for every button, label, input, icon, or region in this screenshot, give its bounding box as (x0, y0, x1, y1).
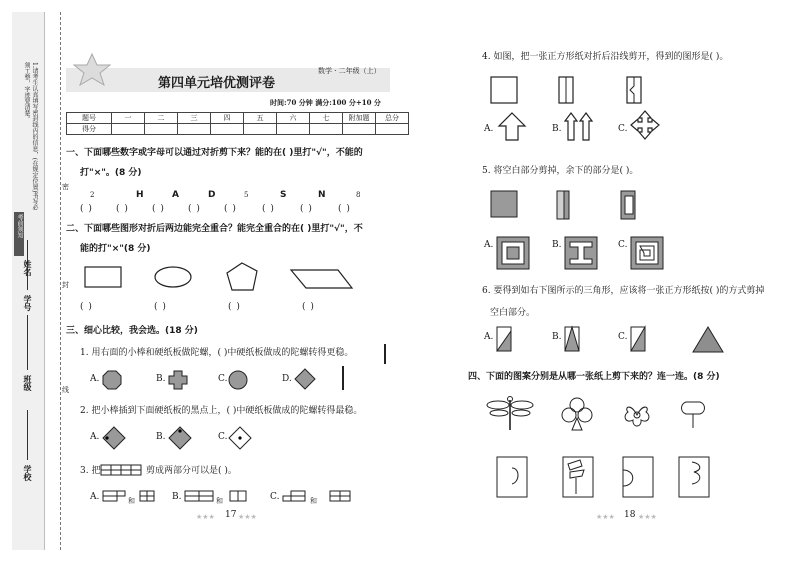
option-label[interactable]: C. (618, 240, 628, 250)
score-cell[interactable] (145, 124, 178, 135)
answer-blank[interactable]: ( ) (154, 302, 167, 312)
score-cell[interactable] (376, 124, 409, 135)
seal-char-close: 密 (62, 183, 69, 191)
option-label[interactable]: B. (552, 124, 562, 134)
option-label[interactable]: B. (172, 492, 182, 502)
diamond-card-dot-top-icon (168, 426, 192, 450)
q3-s3-suffix: 剪成两部分可以是( )。 (146, 466, 237, 476)
diamond-card-dot-left-icon (102, 426, 126, 450)
q3-s2: 2. 把小棒插到下面硬纸板的黑点上，( )中硬纸板做成的陀螺转得最稳。 (80, 406, 363, 416)
q1-char: S (280, 190, 287, 200)
page-number-18: 18 (624, 510, 636, 520)
table-cell: 附加题 (343, 113, 376, 124)
binding-tag: 考前须知 (14, 212, 24, 256)
answer-blank[interactable]: ( ) (152, 204, 165, 214)
lamp-pattern-icon (678, 398, 708, 434)
flower-pattern-icon (620, 398, 656, 434)
option-label[interactable]: A. (484, 124, 494, 134)
i-beam-frame-icon (564, 236, 600, 272)
table-cell: 四 (211, 113, 244, 124)
folded-triangle-cut-icon (496, 326, 520, 356)
answer-blank[interactable]: ( ) (224, 204, 237, 214)
score-cell[interactable] (244, 124, 277, 135)
q1-text: 一、下面哪些数字或字母可以通过对折剪下来？能的在( )里打"√"，不能的 (66, 148, 363, 158)
and-label: 和 (310, 497, 317, 505)
q5-text: 5. 将空白部分剪掉，余下的部分是( )。 (482, 166, 639, 176)
cut-paper-3-icon (622, 456, 656, 500)
binding-notes: 1.请考生认真填写密封线内的信息，(在规定位置)书写必须工整，字迹要清楚。 (23, 62, 38, 211)
stars-left: ★★★ (596, 513, 615, 521)
option-label[interactable]: B. (156, 432, 166, 442)
stars-left: ★★★ (196, 513, 215, 521)
answer-blank[interactable]: ( ) (262, 204, 275, 214)
cut-paper-1-icon (496, 456, 530, 500)
q3-s1: 1. 用右面的小棒和硬纸板做陀螺，( )中硬纸板做成的陀螺转得更稳。 (80, 348, 354, 358)
octagon-card-icon (102, 370, 122, 390)
q1-char: 2 (90, 191, 95, 199)
score-table (66, 112, 409, 135)
double-arrow-shape-icon (564, 112, 596, 142)
ellipse-shape-icon (154, 266, 194, 290)
q3-s3-prefix: 3. 把 (80, 466, 101, 476)
score-cell[interactable] (211, 124, 244, 135)
field-name: 姓名 (23, 260, 32, 276)
option-label[interactable]: C. (218, 432, 228, 442)
folded-cut-paper-icon (626, 76, 650, 106)
option-label[interactable]: B. (552, 332, 562, 342)
cross-card-icon (168, 370, 188, 390)
option-label[interactable]: B. (552, 240, 562, 250)
circle-card-icon (228, 370, 248, 390)
seal-char-seal: 封 (62, 281, 69, 289)
option-label[interactable]: B. (156, 374, 166, 384)
dragonfly-pattern-icon (486, 394, 536, 434)
option-label[interactable]: A. (484, 240, 494, 250)
score-cell[interactable] (277, 124, 310, 135)
option-label[interactable]: A. (90, 432, 100, 442)
piece-pair-icon (282, 490, 362, 504)
table-cell: 二 (145, 113, 178, 124)
q2-text-2: 能的打"×"(8 分) (80, 244, 151, 254)
table-cell: 一 (112, 113, 145, 124)
page-title: 第四单元培优测评卷 (158, 76, 276, 91)
score-cell[interactable] (112, 124, 145, 135)
q7-text: 四、下面的图案分别是从哪一张纸上剪下来的？连一连。(8 分) (468, 372, 720, 382)
stick-icon (342, 366, 344, 390)
q1-char: D (208, 190, 216, 200)
field-school: 学校 (23, 465, 32, 481)
option-label[interactable]: C. (270, 492, 280, 502)
parallelogram-shape-icon (290, 268, 356, 292)
answer-blank[interactable]: ( ) (80, 204, 93, 214)
stars-right: ★★★ (238, 513, 257, 521)
q1-text-2: 打"×"。(8 分) (80, 168, 142, 178)
score-cell[interactable] (343, 124, 376, 135)
piece-pair-icon (102, 490, 172, 504)
cut-paper-4-icon (678, 456, 712, 500)
q1-char: A (172, 190, 179, 200)
score-cell[interactable] (178, 124, 211, 135)
folded-triangle-cut-icon (564, 326, 588, 356)
grid-strip-icon (100, 464, 144, 478)
table-cell: 七 (310, 113, 343, 124)
and-label: 和 (128, 497, 135, 505)
field-class: 班级 (23, 375, 32, 391)
header-tag: 数学 · 二年级（上） (318, 67, 381, 75)
target-triangle-icon (692, 326, 726, 356)
option-label[interactable]: C. (618, 332, 628, 342)
gray-square-icon (490, 190, 520, 220)
four-arrow-shape-icon (630, 110, 662, 142)
exam-info: 时间:70 分钟 满分:100 分+10 分 (270, 98, 381, 107)
folded-triangle-cut-icon (630, 326, 654, 356)
q2-text: 二、下面哪些图形对折后两边能完全重合？能完全重合的在( )里打"√"，不 (66, 224, 363, 234)
option-label[interactable]: C. (218, 374, 228, 384)
q1-char: 5 (244, 191, 249, 199)
up-arrow-shape-icon (498, 112, 528, 142)
page-number-17: 17 (225, 510, 237, 520)
answer-blank[interactable]: ( ) (188, 204, 201, 214)
table-cell: 得分 (67, 124, 112, 135)
table-cell: 五 (244, 113, 277, 124)
folded-paper-icon (558, 76, 582, 106)
folded-cut-gray-paper-icon (620, 190, 650, 222)
folded-gray-paper-icon (556, 190, 580, 222)
and-label: 和 (216, 497, 223, 505)
option-label[interactable]: D. (282, 374, 292, 384)
q1-char: 8 (356, 191, 361, 199)
answer-blank[interactable]: ( ) (80, 302, 93, 312)
table-cell: 三 (178, 113, 211, 124)
q6-text-2: 空白部分。 (490, 308, 536, 318)
cut-paper-2-icon (562, 456, 596, 500)
stick-icon (384, 344, 386, 364)
q6-text: 6. 要得到如右下图所示的三角形，应该将一张正方形纸按( )的方式剪掉 (482, 286, 765, 296)
option-label[interactable]: A. (484, 332, 494, 342)
seal-char-line: 线 (62, 386, 69, 394)
pentagon-shape-icon (226, 262, 266, 294)
table-cell: 六 (277, 113, 310, 124)
score-cell[interactable] (310, 124, 343, 135)
rectangle-shape-icon (84, 266, 124, 290)
option-label[interactable]: C. (618, 124, 628, 134)
answer-blank[interactable]: ( ) (300, 204, 313, 214)
q1-char: H (136, 190, 144, 200)
option-label[interactable]: A. (90, 492, 100, 502)
q4-text: 4. 如图，把一张正方形纸对折后沿线剪开，得到的图形是( )。 (482, 52, 729, 62)
answer-blank[interactable]: ( ) (338, 204, 351, 214)
table-cell: 总分 (376, 113, 409, 124)
answer-blank[interactable]: ( ) (228, 302, 241, 312)
diamond-card-dot-center-icon (228, 426, 252, 450)
q3-title: 三、细心比较，我会选。(18 分) (66, 326, 198, 336)
diamond-card-icon (294, 368, 316, 390)
answer-blank[interactable]: ( ) (116, 204, 129, 214)
spiral-frame-icon (630, 236, 666, 272)
table-cell: 题号 (67, 113, 112, 124)
club-pattern-icon (560, 396, 596, 436)
stars-right: ★★★ (638, 513, 657, 521)
star-logo-icon (72, 52, 112, 86)
square-paper-icon (490, 76, 520, 106)
option-label[interactable]: A. (90, 374, 100, 384)
answer-blank[interactable]: ( ) (302, 302, 315, 312)
q1-char: N (318, 190, 326, 200)
field-number: 学号 (23, 295, 32, 311)
nested-square-frame-icon (496, 236, 532, 272)
